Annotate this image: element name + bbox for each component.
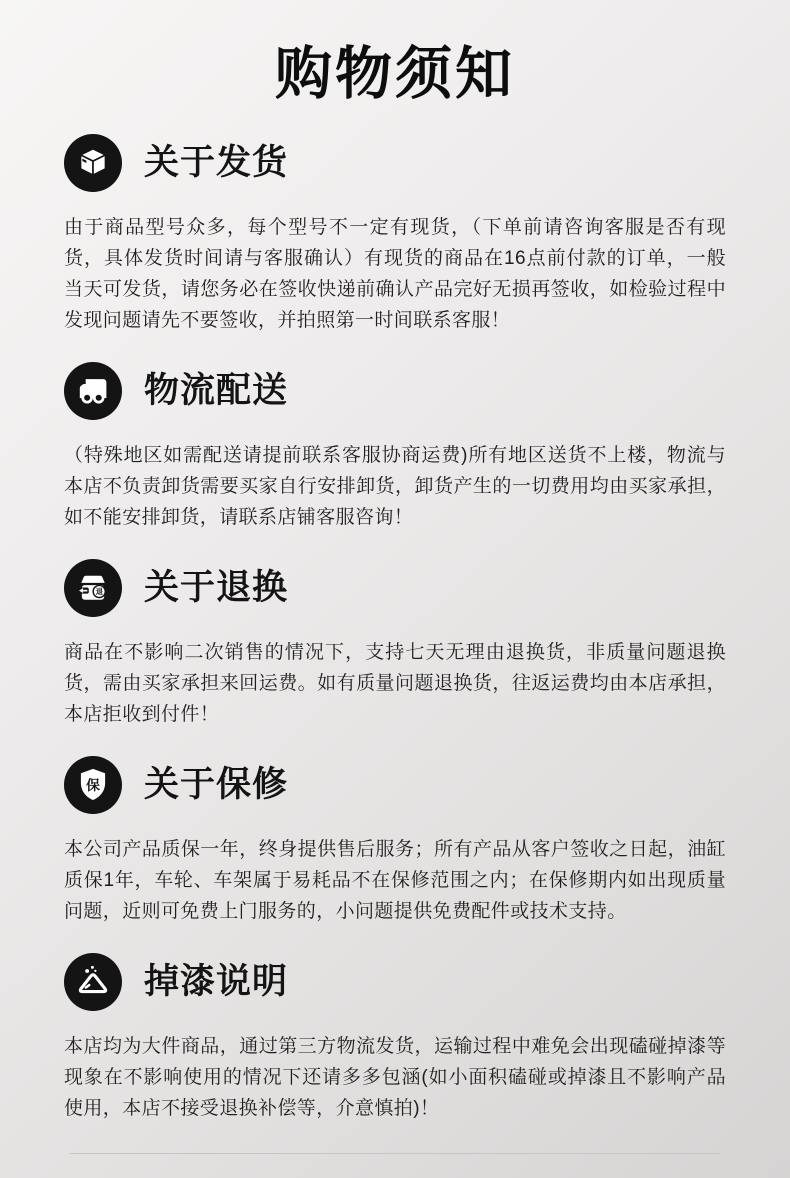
section-returns-header <box>64 559 726 617</box>
section-shipping-header <box>64 134 726 192</box>
section-paint-header <box>64 953 726 1011</box>
section-shipping-body: 由于商品型号众多，每个型号不一定有现货，（下单前请咨询客服是否有现货，具体发货时间请与客服确认）有现货的商品在16点前付款的订单，一般当天可发货，请您务必在签收快递前确认产品完好无损再签收，如检验过程中发现问题请先不要签收，并拍照第一时间联系客服！ <box>64 217 726 332</box>
section-logistics-header <box>64 362 726 420</box>
section-shipping <box>64 134 726 336</box>
paint-chip-icon <box>64 953 122 1011</box>
section-warranty <box>64 756 726 927</box>
warranty-shield-glyph: 保 <box>86 778 100 794</box>
section-returns-body: 商品在不影响二次销售的情况下，支持七天无理由退换货，非质量问题退换货，需由买家承担来回运费。如有质量问题退换货，往返运费均由本店承担，本店拒收到付件！ <box>64 642 726 726</box>
return-badge-glyph: 退 <box>95 587 103 597</box>
section-paint-body: 本店均为大件商品，通过第三方物流发货，运输过程中难免会出现磕碰掉漆等现象在不影响使用的情况下还请多多包涵(如小面积磕碰或掉漆且不影响产品使用，本店不接受退换补偿等，介意慎拍)！ <box>64 1036 726 1120</box>
warranty-shield-icon <box>64 756 122 814</box>
return-package-icon <box>64 559 122 617</box>
page-title: 购物须知 <box>275 42 515 106</box>
section-returns <box>64 559 726 730</box>
section-warranty-title: 关于保修 <box>144 765 289 805</box>
section-logistics-body: （特殊地区如需配送请提前联系客服协商运费)所有地区送货不上楼，物流与本店不负责卸货需要买家自行安排卸货，卸货产生的一切费用均由买家承担，如不能安排卸货，请联系店铺客服咨询！ <box>64 445 726 529</box>
section-warranty-body: 本公司产品质保一年，终身提供售后服务；所有产品从客户签收之日起，油缸质保1年，车轮、车架属于易耗品不在保修范围之内；在保修期内如出现质量问题，近则可免费上门服务的，小问题提供免费配件或技术支持。 <box>64 839 726 923</box>
package-box-icon <box>64 134 122 192</box>
delivery-truck-icon <box>64 362 122 420</box>
section-logistics <box>64 362 726 533</box>
section-returns-title: 关于退换 <box>144 568 289 608</box>
section-paint-title: 掉漆说明 <box>144 962 289 1002</box>
section-shipping-title: 关于发货 <box>144 143 289 183</box>
bottom-divider <box>70 1153 720 1154</box>
section-logistics-title: 物流配送 <box>144 371 289 411</box>
section-paint <box>64 953 726 1124</box>
section-warranty-header <box>64 756 726 814</box>
